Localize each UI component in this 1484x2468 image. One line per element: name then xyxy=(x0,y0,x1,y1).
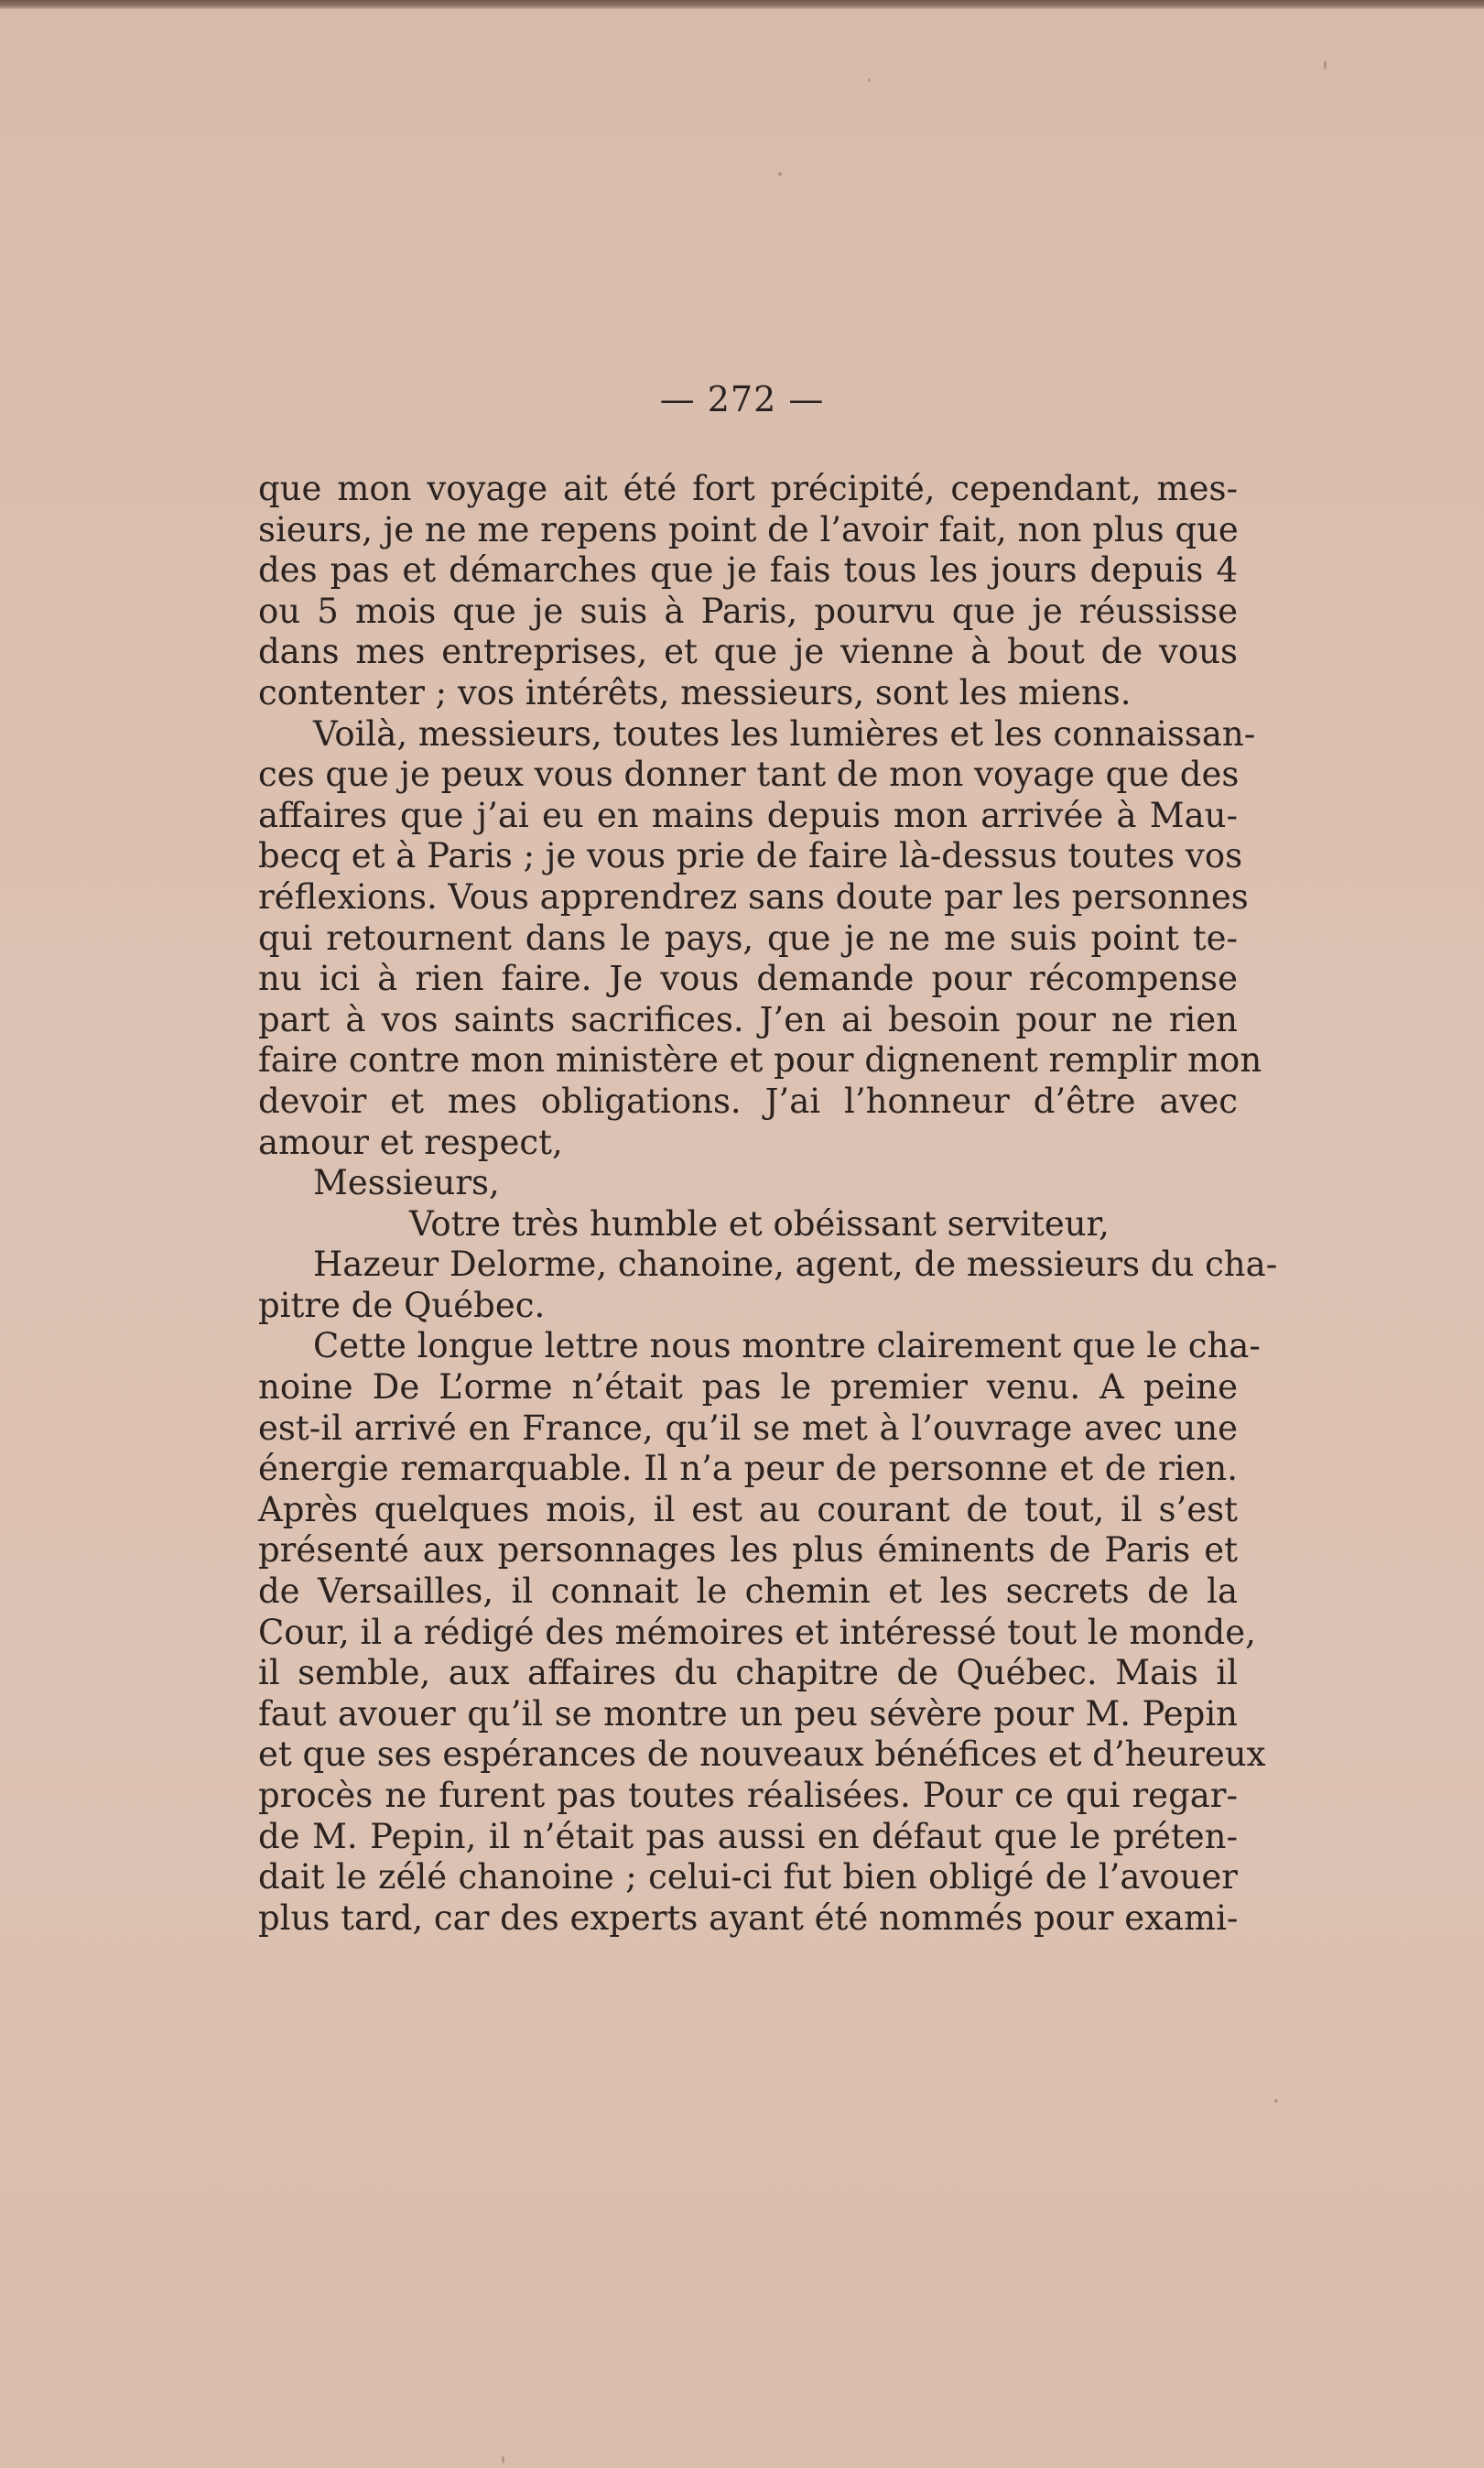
text-line: becq et à Paris ; je vous prie de faire là-dessus toutes vos xyxy=(258,836,1243,876)
text-line: Voilà, messieurs, toutes les lumières et les connaissan- xyxy=(313,713,1256,754)
text-line: Après quelques mois, il est au courant de tout, il s’est xyxy=(258,1489,1238,1529)
text-line: des pas et démarches que je fais tous les jours depuis 4 xyxy=(258,550,1238,591)
signature-line: Hazeur Delorme, chanoine, agent, de messieurs du cha- xyxy=(313,1245,1278,1285)
text-line: énergie remarquable. Il n’a peur de personne et de rien. xyxy=(258,1449,1238,1489)
text-line: présenté aux personnages les plus éminents de Paris et xyxy=(258,1530,1238,1571)
text-line: procès ne furent pas toutes réalisées. Pour ce qui regar- xyxy=(258,1776,1238,1815)
text-line: est-il arrivé en France, qu’il se met à l’ouvrage avec une xyxy=(258,1408,1238,1448)
paper-speck xyxy=(1324,60,1327,70)
text-line: faire contre mon ministère et pour dignenent remplir mon xyxy=(258,1040,1262,1081)
text-line: affaires que j’ai eu en mains depuis mon arrivée à Mau- xyxy=(258,795,1238,835)
paper-speck xyxy=(868,79,871,82)
page-number: — 272 — xyxy=(659,379,825,419)
text-line: dait le zélé chanoine ; celui-ci fut bien obligé de l’avouer xyxy=(258,1857,1238,1897)
closing-line: Votre très humble et obéissant serviteur, xyxy=(409,1203,1110,1244)
text-line: et que ses espérances de nouveaux bénéfices et d’heureux xyxy=(258,1734,1266,1775)
text-line: de Versailles, il connait le chemin et les secrets de la xyxy=(258,1571,1238,1612)
paper-speck xyxy=(1274,2099,1278,2103)
text-line: ou 5 mois que je suis à Paris, pourvu que je réussisse xyxy=(258,591,1238,631)
text-line: devoir et mes obligations. J’ai l’honneur d’être avec xyxy=(258,1081,1238,1121)
text-line: nu ici à rien faire. Je vous demande pour récompense xyxy=(258,959,1238,999)
text-line: réflexions. Vous apprendrez sans doute par les personnes xyxy=(258,876,1249,917)
text-line: Cour, il a rédigé des mémoires et intéressé tout le monde, xyxy=(258,1612,1256,1652)
body-text xyxy=(258,469,1278,1939)
text-line: qui retournent dans le pays, que je ne me suis point te- xyxy=(258,918,1238,958)
text-line: que mon voyage ait été fort précipité, cependant, mes- xyxy=(258,469,1238,508)
text-line: il semble, aux affaires du chapitre de Québec. Mais il xyxy=(258,1653,1238,1693)
text-line: de M. Pepin, il n’était pas aussi en défaut que le préten- xyxy=(258,1816,1238,1856)
text-line: contenter ; vos intérêts, messieurs, sont les miens. xyxy=(258,672,1132,712)
text-line: dans mes entreprises, et que je vienne à bout de vous xyxy=(258,632,1238,672)
paper-speck xyxy=(778,172,782,176)
text-line: noine De L’orme n’était pas le premier venu. A peine xyxy=(258,1367,1238,1408)
text-line: plus tard, car des experts ayant été nommés pour exami- xyxy=(258,1897,1239,1938)
salutation-line: Messieurs, xyxy=(313,1163,500,1203)
page-top-edge xyxy=(0,0,1484,9)
text-line: ces que je peux vous donner tant de mon voyage que des xyxy=(258,755,1240,795)
text-line: Cette longue lettre nous montre clairement que le cha- xyxy=(313,1326,1261,1366)
text-line: part à vos saints sacrifices. J’en ai besoin pour ne rien xyxy=(258,999,1238,1039)
text-line: amour et respect, xyxy=(258,1122,563,1162)
paper-speck xyxy=(502,2456,504,2463)
text-line: sieurs, je ne me repens point de l’avoir fait, non plus que xyxy=(258,509,1239,549)
text-line: faut avouer qu’il se montre un peu sévère pour M. Pepin xyxy=(258,1693,1238,1734)
signature-line: pitre de Québec. xyxy=(258,1285,546,1325)
